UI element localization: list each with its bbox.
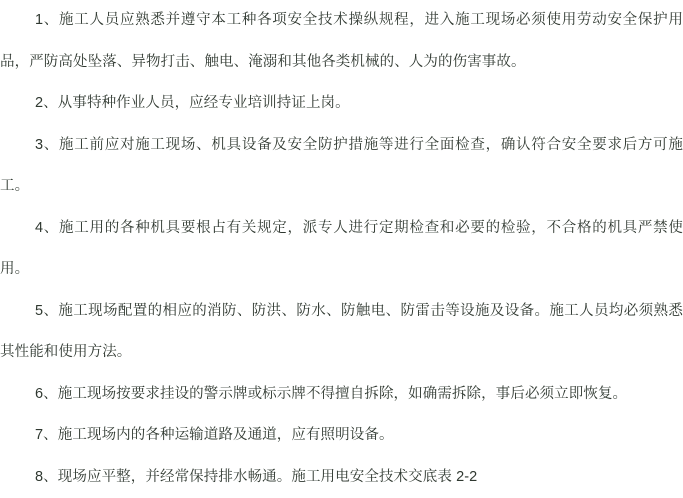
- paragraph-4: 4、施工用的各种机具要根占有关规定，派专人进行定期检查和必要的检验，不合格的机具严禁使用。: [0, 208, 683, 291]
- paragraph-6: 6、施工现场按要求挂设的警示牌或标示牌不得擅自拆除，如确需拆除，事后必须立即恢复。: [0, 374, 683, 416]
- paragraph-8: 8、现场应平整，并经常保持排水畅通。施工用电安全技术交底表 2-2: [0, 457, 683, 498]
- paragraph-1: 1、施工人员应熟悉并遵守本工种各项安全技术操纵规程，进入施工现场必须使用劳动安全保护用品，严防高处坠落、异物打击、触电、淹溺和其他各类机械的、人为的伤害事故。: [0, 0, 683, 83]
- paragraph-3: 3、施工前应对施工现场、机具设备及安全防护措施等进行全面检查，确认符合安全要求后方可施工。: [0, 125, 683, 208]
- paragraph-7: 7、施工现场内的各种运输道路及通道，应有照明设备。: [0, 415, 683, 457]
- paragraph-2: 2、从事特种作业人员，应经专业培训持证上岗。: [0, 83, 683, 125]
- paragraph-5: 5、施工现场配置的相应的消防、防洪、防水、防触电、防雷击等设施及设备。施工人员均必须熟悉其性能和使用方法。: [0, 291, 683, 374]
